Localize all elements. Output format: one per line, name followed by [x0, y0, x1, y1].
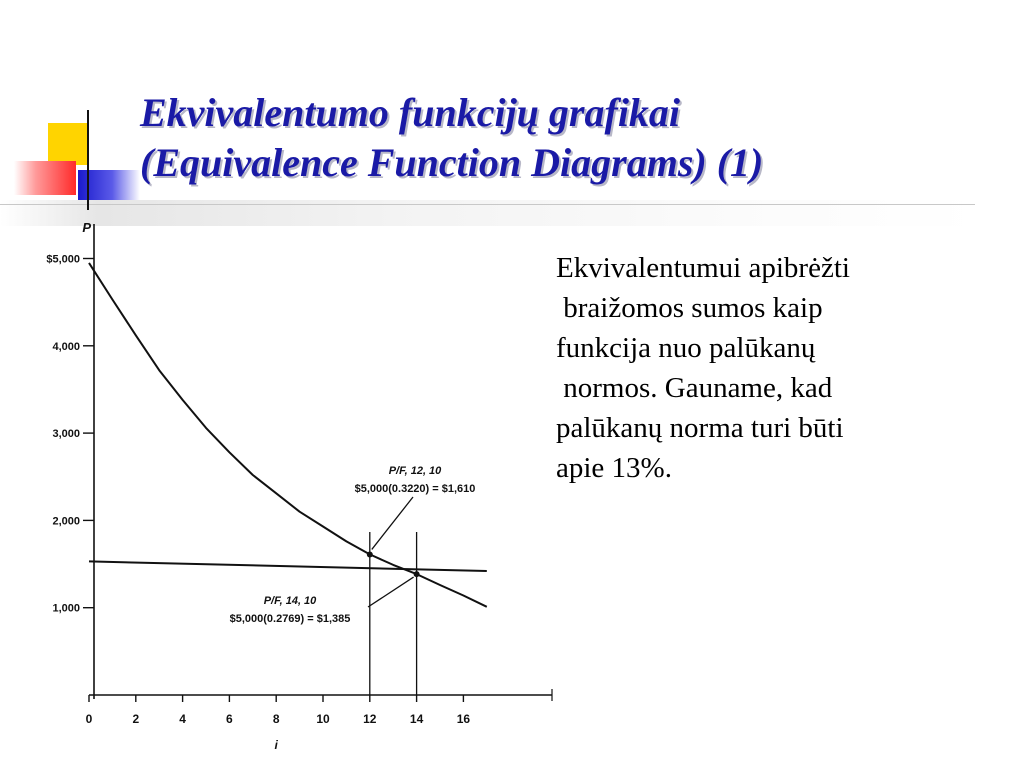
chart-axes	[83, 224, 552, 702]
x-tick-label: 4	[179, 712, 186, 726]
x-tick-label: 14	[409, 712, 424, 726]
equivalence-line	[89, 561, 487, 571]
body-line-6: apie 13%.	[556, 452, 672, 484]
equivalence-chart	[0, 214, 560, 768]
y-tick-label: 1,000	[52, 602, 80, 615]
x-tick-label: 10	[316, 712, 330, 726]
x-axis-label: i	[274, 738, 278, 752]
x-tick-label: 6	[226, 712, 233, 726]
x-tick-label: 2	[132, 712, 140, 726]
title-rule	[0, 204, 975, 205]
annotation-arrow	[368, 577, 414, 607]
decor-red-block	[14, 161, 76, 195]
chart-marks	[89, 263, 487, 695]
decor-yellow-block	[48, 123, 88, 165]
body-line-1: Ekvivalentumui apibrėžti	[556, 252, 850, 284]
body-line-2: braižomos sumos kaip	[556, 292, 823, 324]
present-worth-curve	[89, 263, 487, 607]
slide-title	[140, 88, 763, 188]
data-point-marker	[367, 551, 373, 557]
body-line-3: funkcija nuo palūkanų	[556, 332, 816, 364]
annotation-arrow	[372, 497, 413, 549]
y-axis-label: P	[82, 220, 91, 235]
chart-labels	[46, 220, 475, 752]
body-line-4: normos. Gauname, kad	[556, 372, 833, 404]
x-tick-label: 16	[456, 712, 471, 726]
slide-title-line-1: Ekvivalentumo funkcijų grafikai	[140, 90, 681, 135]
annotation-line-1: P/F, 12, 10	[388, 465, 442, 477]
annotation-line-1: P/F, 14, 10	[263, 595, 317, 607]
annotation-line-2: $5,000(0.2769) = $1,385	[229, 613, 351, 625]
y-tick-label: 4,000	[52, 340, 80, 353]
slide-body-text	[556, 248, 996, 488]
slide-title-line-2: (Equivalence Function Diagrams) (1)	[140, 140, 764, 185]
x-tick-label: 0	[85, 712, 93, 726]
body-line-5: palūkanų norma turi būti	[556, 412, 844, 444]
y-tick-label: $5,000	[46, 253, 80, 266]
x-tick-label: 8	[272, 712, 280, 726]
y-tick-label: 3,000	[52, 428, 80, 441]
y-tick-label: 2,000	[52, 515, 80, 528]
decor-vertical-line	[87, 110, 89, 210]
annotation-line-2: $5,000(0.3220) = $1,610	[354, 483, 476, 495]
x-tick-label: 12	[363, 712, 377, 726]
data-point-marker	[414, 571, 420, 577]
